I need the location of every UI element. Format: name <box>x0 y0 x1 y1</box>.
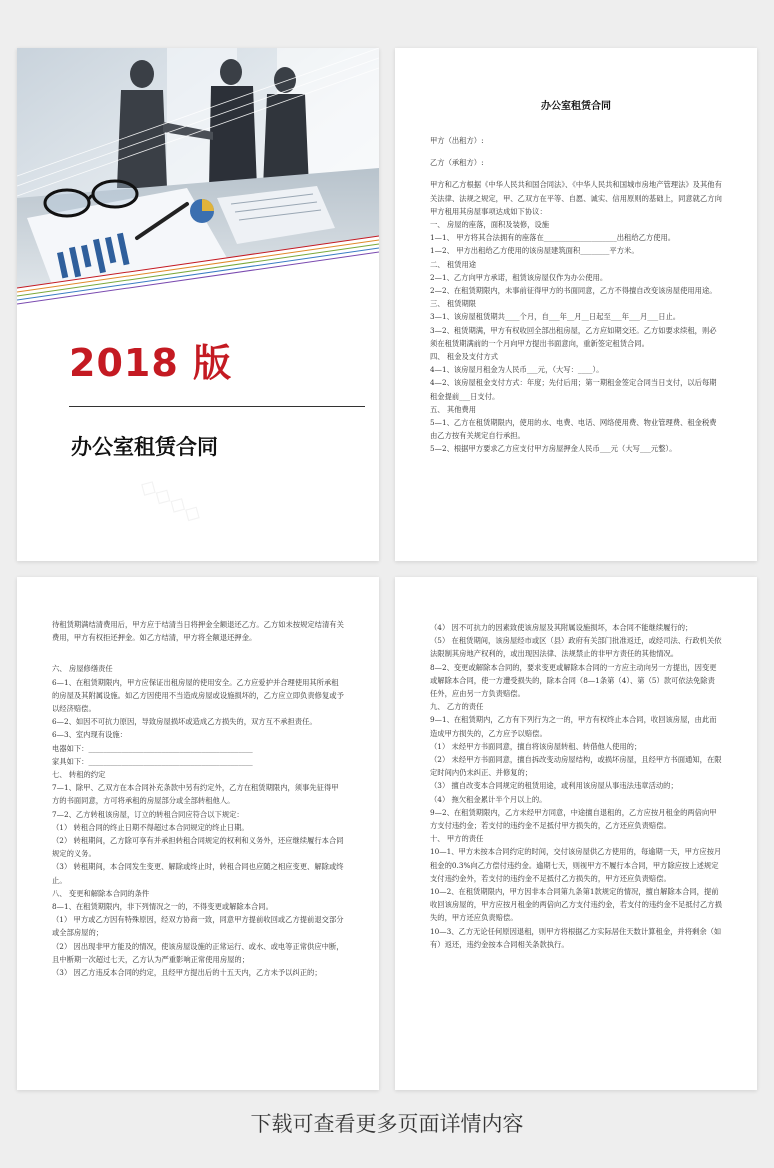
paragraph: 三、 租赁期限 <box>430 299 477 309</box>
paragraph: 电器如下：_____________________________________________ <box>52 743 253 753</box>
paragraph: 9—1、在租赁期内，乙方有下列行为之一的，甲方有权终止本合同，收回该房屋，由此而造成甲方损失的，乙方应予以赔偿。 <box>430 715 717 738</box>
paragraph: （5） 在租赁期间，该房屋经市或区（县）政府有关部门批准返迁，或经司法、行政机关依法限制其房地产权利的，或出现因法律、法规禁止的非甲方责任的其他情况。 <box>430 636 722 659</box>
paragraph: 6—3、室内现有设施： <box>52 730 127 740</box>
contract-page-1 <box>395 48 757 561</box>
paragraph: 9—2、在租赁期限内，乙方未经甲方同意，中途擅自退租的，乙方应按月租金的两倍向甲方支付违约金；若支付的违约金不足抵付甲方损失的，乙方还应负责赔偿。 <box>430 807 717 831</box>
cover-photo <box>17 48 379 306</box>
paragraph: （1） 甲方或乙方因有特殊原因，经双方协商一致，同意甲方提前收回或乙方提前退交部分或全部房屋的； <box>52 915 344 938</box>
paragraph: （2） 未经甲方书面同意，擅自拆改变动房屋结构，或损坏房屋，且经甲方书面通知，在限定时间内仍未纠正、并修复的； <box>430 755 722 778</box>
paragraph: 3—2、租赁期满，甲方有权收回全部出租房屋，乙方应如期交还。乙方如要求续租，则必须在租赁期满前的一个月向甲方提出书面意向，重新签定租赁合同。 <box>430 325 717 348</box>
paragraph-gap <box>430 147 722 156</box>
paragraph-gap <box>52 644 344 662</box>
paragraph: 10—2、在租赁期限内，甲方因非本合同第九条第1款规定的情况，擅自解除本合同，提前收回该房屋的，甲方应按月租金的两倍向乙方支付违约金，若支付的违约金不足抵付乙方损失的，甲方还应负责赔偿。 <box>430 887 722 923</box>
paragraph: 九、 乙方的责任 <box>430 702 484 712</box>
contract-page-2 <box>17 577 379 1090</box>
paragraph: 6—1、在租赁期限内，甲方应保证出租房屋的使用安全。乙方应爱护并合理使用其所承租的房屋及其附属设施。如乙方因使用不当造成房屋或设施损坏的，乙方应立即负责修复或予以经济赔偿。 <box>52 677 344 714</box>
paragraph: 乙方（承租方）: <box>430 158 484 168</box>
paragraph: （3） 转租期间，本合同发生变更、解除或终止时，转租合同也应随之相应变更、解除或终止。 <box>52 862 344 885</box>
paragraph: 10—1、甲方未按本合同约定的时间，交付该房屋供乙方使用的，每逾期一天，甲方应按月租金的0.3%向乙方偿付违约金。逾期七天，则视甲方不履行本合同，甲方除应按上述规定支付违约金外，若支付的违约金不足抵付乙方损失的，甲方还应负责赔偿。 <box>430 847 722 883</box>
paragraph: 家具如下：_____________________________________________ <box>52 756 253 766</box>
cover-divider <box>69 406 365 407</box>
cover-title: 办公室租赁合同 <box>71 435 218 459</box>
paragraph: 甲方（出租方）: <box>430 136 484 145</box>
paragraph: 3—1、该房屋租赁期共____个月，自___年__月__日起至___年___月___日止。 <box>430 312 681 322</box>
contract-body <box>430 134 722 456</box>
paragraph: 二、 租赁用途 <box>430 259 477 269</box>
paragraph: 甲方和乙方根据《中华人民共和国合同法》、《中华人民共和国城市房地产管理法》及其他有关法律、法规之规定，甲、乙双方在平等、自愿、诚实、信用原则的基础上，同意就乙方向甲方租用其房屋事项达成如下协议： <box>430 180 722 216</box>
cover-page <box>17 48 379 561</box>
contract-body <box>430 621 722 951</box>
paragraph: 6—2、如因不可抗力原因，导致房屋损坏或造成乙方损失的，双方互不承担责任。 <box>52 717 317 727</box>
paragraph: 七、 转租的约定 <box>52 770 106 780</box>
paragraph: 八、 变更和解除本合同的条件 <box>52 888 150 898</box>
watermark-mark: ◇◇◇◇ <box>135 472 207 529</box>
paragraph: （2） 因出现非甲方能及的情况，使该房屋设施的正常运行、或水、或电等正常供应中断，且中断期一次超过七天，乙方认为严重影响正常使用房屋的； <box>52 941 344 964</box>
paragraph: 7—1、除甲、乙双方在本合同补充条款中另有约定外，乙方在租赁期限内，须事先征得甲方的书面同意，方可将承租的房屋部分或全部转租他人。 <box>52 783 339 806</box>
paragraph-gap <box>430 169 722 178</box>
paragraph: 六、 房屋修缮责任 <box>52 664 113 674</box>
paragraph: 1—2、 甲方出租给乙方使用的该房屋建筑面积________平方米。 <box>430 246 639 256</box>
paragraph: 十、 甲方的责任 <box>430 834 484 844</box>
paragraph: 5—2、根据甲方要求乙方应支付甲方房屋押金人民币___元（大写___元整）。 <box>430 444 677 454</box>
paragraph: 2—1、乙方向甲方承诺，租赁该房屋仅作为办公使用。 <box>430 272 608 282</box>
paragraph: 4—1、该房屋月租金为人民币___元，（大写：____）。 <box>430 365 604 375</box>
paragraph: （4） 因不可抗力的因素致使该房屋及其附属设施损坏，本合同不能继续履行的； <box>430 623 693 632</box>
paragraph: 8—1、在租赁期限内，非下列情况之一的，不得变更或解除本合同。 <box>52 902 273 912</box>
paragraph: （4） 拖欠租金累计半个月以上的。 <box>430 794 547 804</box>
paragraph: （3） 擅自改变本合同规定的租赁用途，或利用该房屋从事违法违章活动的； <box>430 781 678 791</box>
paragraph: 1—1、 甲方将其合法拥有的座落在____________________出租给乙方使用。 <box>430 233 676 243</box>
paragraph: （1） 转租合同的终止日期不得超过本合同规定的终止日期。 <box>52 822 249 832</box>
contract-title: 办公室租赁合同 <box>541 101 611 112</box>
paragraph: 5—1、乙方在租赁期限内，使用的水、电费、电话、网络使用费、物业管理费、租金税费由乙方按有关规定自行承担。 <box>430 418 717 441</box>
footer-caption: 下载可查看更多页面详情内容 <box>250 1112 524 1136</box>
paragraph: 一、 房屋的座落，面积及装修，设施 <box>430 220 550 230</box>
contract-body <box>52 618 344 979</box>
paragraph: （2） 转租期间，乙方除可享有并承担转租合同规定的权利和义务外，还应继续履行本合同规定的义务。 <box>52 836 344 859</box>
paragraph: 4—2、该房屋租金支付方式：年度；先付后用；第一期租金签定合同当日支付，以后每期租金提前___日支付。 <box>430 378 717 401</box>
contract-page-3 <box>395 577 757 1090</box>
paragraph: 7—2、乙方转租该房屋，订立的转租合同应符合以下规定： <box>52 809 244 819</box>
edition-label: 2018 版 <box>69 341 232 385</box>
paragraph: 待租赁期满结清费用后，甲方应于结清当日将押金全额退还乙方。乙方如未按规定结清有关费用，甲方有权拒还押金。如乙方结清，甲方将全额退还押金。 <box>52 620 344 643</box>
paragraph: 8—2、变更或解除本合同的，要求变更或解除本合同的一方应主动向另一方提出，因变更或解除本合同，使一方遭受损失的，除本合同（8—1条第（4）、第（5）款可依法免除责任外，应由另一方负责赔偿。 <box>430 662 717 699</box>
paragraph: 2—2、在租赁期限内，未事前征得甲方的书面同意，乙方不得擅自改变该房屋使用用途。 <box>430 286 717 296</box>
paragraph: 四、 租金及支付方式 <box>430 352 498 362</box>
paragraph: （3） 因乙方违反本合同的约定，且经甲方提出后的十五天内，乙方未予以纠正的； <box>52 968 322 978</box>
paragraph: 五、 其他费用 <box>430 404 477 414</box>
paragraph: 10—3、乙方无论任何原因退租，则甲方将根据乙方实际居住天数计算租金，并将剩余（如有）返还，违约金按本合同相关条款执行。 <box>430 926 722 949</box>
paragraph: （1） 未经甲方书面同意，擅自将该房屋转租、转借他人使用的； <box>430 741 642 751</box>
